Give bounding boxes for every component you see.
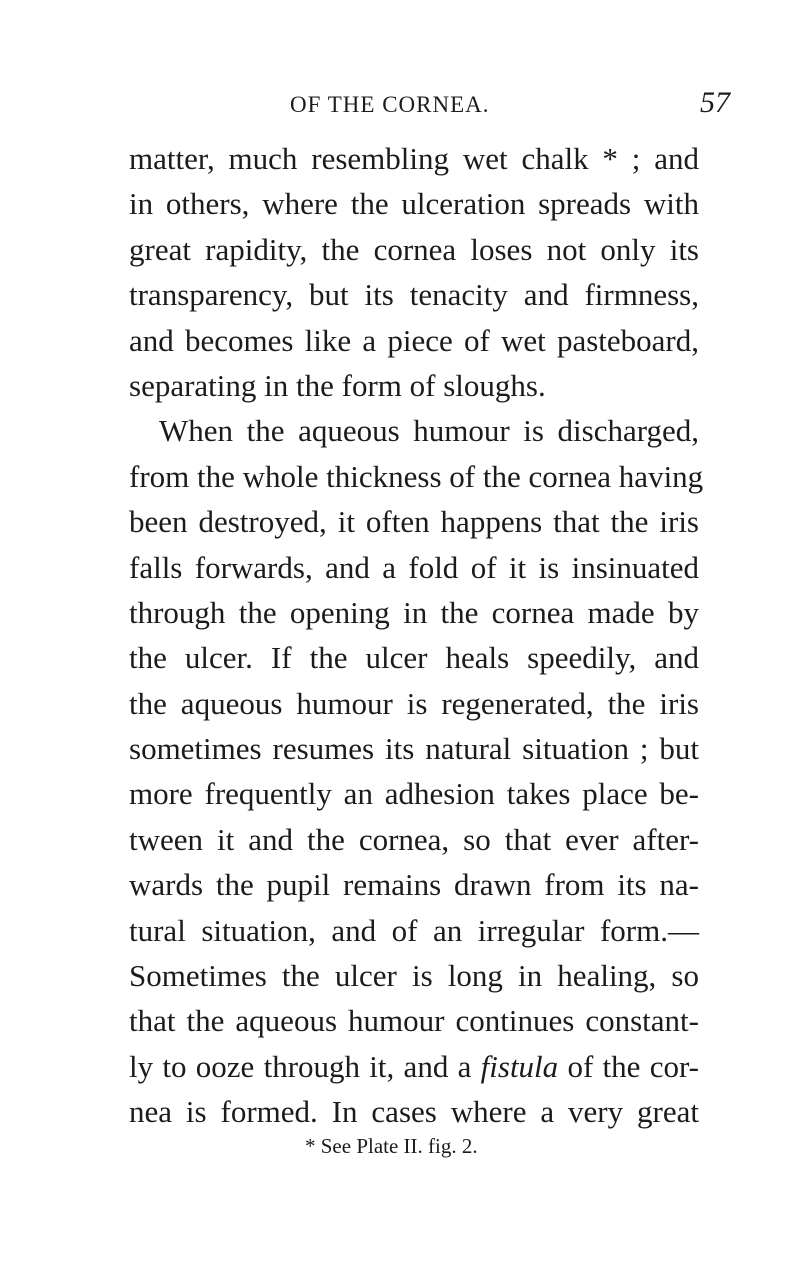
text-segment: ly to ooze through it, and a bbox=[129, 1048, 472, 1084]
text-line: the ulcer. If the ulcer heals speedily, and bbox=[129, 640, 699, 676]
text-line: tween it and the cornea, so that ever after- bbox=[129, 821, 699, 857]
text-line: matter, much resembling wet chalk * ; and bbox=[129, 141, 699, 176]
text-line: great rapidity, the cornea loses not only its bbox=[129, 231, 699, 267]
text-line: When the aqueous humour is discharged, bbox=[159, 413, 699, 449]
page-number: 57 bbox=[700, 86, 730, 119]
text-line: tural situation, and of an irregular form.— bbox=[129, 912, 699, 948]
text-line: the aqueous humour is regenerated, the iris bbox=[129, 685, 699, 721]
text-line bbox=[129, 1044, 699, 1089]
text-line: been destroyed, it often happens that the iris bbox=[129, 504, 699, 540]
text-line: sometimes resumes its natural situation ; but bbox=[129, 731, 699, 767]
text-line: that the aqueous humour continues constant- bbox=[129, 1003, 699, 1039]
running-title: OF THE CORNEA. bbox=[290, 92, 490, 117]
text-line: falls forwards, and a fold of it is insinuated bbox=[129, 549, 699, 585]
text-segment: of the cor- bbox=[567, 1048, 699, 1084]
text-line: nea is formed. In cases where a very great bbox=[129, 1094, 699, 1130]
italic-term: fistula bbox=[480, 1048, 559, 1084]
text-line: more frequently an adhesion takes place be- bbox=[129, 776, 699, 812]
text-line: Sometimes the ulcer is long in healing, so bbox=[129, 958, 699, 994]
text-line: separating in the form of sloughs. bbox=[129, 367, 546, 403]
text-line: transparency, but its tenacity and firmness, bbox=[129, 277, 699, 313]
text-line: in others, where the ulceration spreads with bbox=[129, 186, 699, 222]
text-line: from the whole thickness of the cornea having bbox=[129, 458, 704, 494]
text-line: through the opening in the cornea made by bbox=[129, 594, 699, 630]
footnote: * See Plate II. fig. 2. bbox=[305, 1134, 478, 1158]
text-line: and becomes like a piece of wet pasteboard, bbox=[129, 322, 699, 358]
body-text bbox=[129, 136, 704, 1135]
text-line: wards the pupil remains drawn from its na- bbox=[129, 867, 699, 903]
